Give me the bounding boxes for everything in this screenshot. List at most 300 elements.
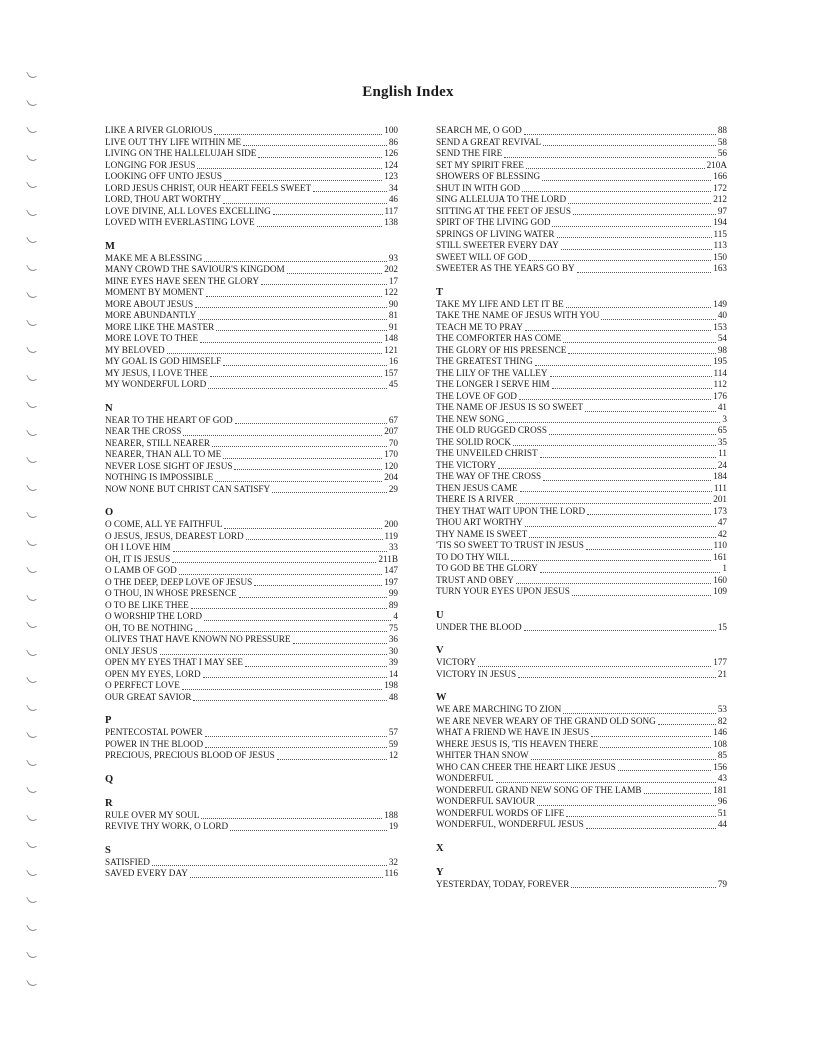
section-gap [105,495,398,507]
section-letter: T [436,286,444,298]
index-entry [436,808,727,820]
section-letter: R [105,797,113,809]
section-gap [436,831,727,843]
dot-leader [167,345,383,354]
hymn-title: SAVED EVERY DAY [105,868,188,878]
page-number: 11 [718,448,727,458]
index-section-t [436,287,727,598]
dot-leader [572,587,711,596]
hymn-title: THE UNVEILED CHRIST [436,448,538,458]
page-number: 188 [384,809,398,820]
page-number: 117 [384,205,398,216]
page-number: 204 [384,472,398,482]
dot-leader [160,646,387,655]
page-number: 100 [384,125,398,135]
index-entry [436,368,727,380]
hymn-title: OLIVES THAT HAVE KNOWN NO PRESSURE [105,634,291,644]
page-number: 211B [378,553,398,564]
hymn-title: WHITER THAN SNOW [436,750,529,760]
page-number: 34 [388,182,398,193]
binding-mark [26,509,37,520]
dot-leader [272,484,387,493]
dot-leader [518,669,716,678]
page-number: 39 [388,657,398,667]
section-letter: O [105,507,114,518]
page-number: 81 [388,310,398,320]
hymn-title: O PERFECT LOVE [105,680,180,690]
index-column-left [105,125,398,880]
index-entry [436,727,727,739]
binding-mark [26,234,37,245]
hymn-title: THEN JESUS CAME [436,482,518,493]
page-number: 59 [388,738,398,749]
page-number: 99 [388,588,398,598]
hymn-title: THE OLD RUGGED CROSS [436,425,548,435]
hymn-title: LOVE DIVINE, ALL LOVES EXCELLING [105,205,271,216]
page-number: 56 [717,148,727,158]
hymn-title: WHERE JESUS IS, 'TIS HEAVEN THERE [436,738,599,749]
hymn-title: THE LOVE OF GOD [436,390,517,401]
index-entry [436,137,727,149]
binding-mark [26,69,37,80]
page-number: 177 [713,657,727,667]
page-number: 122 [384,287,398,297]
index-entry [105,125,398,137]
dot-leader [293,635,387,644]
section-gap [436,855,727,867]
binding-mark [26,371,37,382]
hymn-title: STILL SWEETER EVERY DAY [436,240,559,250]
dot-leader [183,427,382,436]
dot-leader [552,218,711,227]
dot-leader [205,739,387,748]
index-entry [436,160,727,172]
index-entry [436,529,727,541]
page-number: 149 [713,298,727,309]
page-number: 19 [388,821,398,831]
dot-leader [206,288,383,297]
index-entry [105,542,398,554]
index-entry [105,438,398,450]
index-entry [105,577,398,589]
index-entry [105,611,398,623]
section-gap [105,229,398,241]
page-number: 153 [713,321,727,332]
dot-leader [552,380,712,389]
section-letter: P [105,715,112,726]
index-entry [105,322,398,334]
dot-leader [191,600,387,609]
binding-mark [26,564,37,575]
hymn-title: SATISFIED [105,856,150,867]
dot-leader [571,879,715,888]
page-number: 41 [717,402,727,412]
binding-mark [26,811,37,822]
index-entry [105,171,398,183]
section-gap [105,786,398,798]
dot-leader [618,762,711,771]
binding-mark [26,619,37,630]
hymn-title: NEAR THE CROSS [105,426,182,436]
dot-leader [537,797,716,806]
hymn-title: ONLY JESUS [105,645,158,656]
hymn-title: TRUST AND OBEY [436,574,514,585]
dot-leader [543,137,716,146]
dot-leader [223,195,387,204]
dot-leader [230,822,387,831]
index-entry [436,379,727,391]
dot-leader [522,183,711,192]
page-number: 44 [717,819,727,829]
hymn-title: OPEN MY EYES, LORD [105,668,201,679]
binding-mark [26,206,37,217]
dot-leader [172,554,376,563]
dot-leader [257,218,383,227]
index-section-n [105,403,398,496]
dot-leader [261,276,387,285]
hymn-title: MORE ABOUT JESUS [105,298,194,309]
dot-leader [243,137,387,146]
index-entry [436,879,727,891]
dot-leader [224,172,382,181]
page-number: 163 [713,263,727,273]
page-number: 210A [706,159,727,170]
index-entry [105,868,398,880]
binding-mark [26,151,37,162]
index-entry [436,229,727,241]
page-number: 173 [713,505,727,516]
dot-leader [586,541,712,550]
dot-leader [568,345,715,354]
index-section-x [436,843,727,855]
index-entry [436,622,727,634]
page-number: 57 [388,727,398,737]
dot-leader [197,160,382,169]
page-number: 58 [717,136,727,147]
index-entry [105,206,398,218]
page-number: 184 [713,471,727,481]
index-entry [436,785,727,797]
page-number: 148 [384,333,398,343]
dot-leader [195,299,387,308]
page-number: 202 [384,264,398,274]
page-number: 138 [384,217,398,227]
page-number: 120 [384,460,398,471]
dot-leader [239,589,387,598]
binding-mark [26,344,37,355]
dot-leader [513,437,716,446]
index-entry [436,448,727,460]
hymn-title: NEARER, THAN ALL TO ME [105,449,222,459]
index-entry [105,634,398,646]
dot-leader [152,857,387,866]
dot-leader [550,368,712,377]
dot-leader [193,692,386,701]
page-number: 111 [713,482,727,493]
page-number: 146 [713,727,727,737]
index-entry [436,194,727,206]
dot-leader [566,808,715,817]
page-number: 126 [384,148,398,158]
page-number: 47 [717,517,727,527]
page-number: 46 [388,194,398,204]
page-number: 70 [388,437,398,448]
index-section-o [105,507,398,703]
index-section-y [436,867,727,891]
index-section-p [105,715,398,762]
dot-leader [504,149,716,158]
dot-leader [601,311,715,320]
dot-leader [273,206,383,215]
hymn-title: WONDERFUL, WONDERFUL JESUS [436,819,584,829]
index-entry [436,762,727,774]
hymn-title: POWER IN THE BLOOD [105,738,204,749]
index-entry [436,657,727,669]
page-number: 65 [717,425,727,435]
index-entry [436,494,727,506]
dot-leader [224,520,382,529]
page-number: 29 [388,483,398,494]
index-entry [436,517,727,529]
hymn-title: LORD JESUS CHRIST, OUR HEART FEELS SWEET [105,182,312,193]
dot-leader [511,552,711,561]
page-number: 156 [713,761,727,772]
dot-leader [561,241,712,250]
index-entry [105,680,398,692]
page-number: 90 [388,298,398,309]
dot-leader [531,751,716,760]
page-number: 32 [388,856,398,867]
index-section-q [105,774,398,786]
page-number: 194 [713,217,727,227]
page-number: 98 [717,344,727,355]
page-number: 16 [388,356,398,366]
index-entry [105,565,398,577]
dot-leader [573,206,716,215]
page-number: 207 [384,426,398,436]
index-entry [105,276,398,288]
index-section [436,125,727,275]
hymn-title: THE VICTORY [436,459,497,470]
hymn-title: MY GOAL IS GOD HIMSELF [105,356,222,366]
section-letter: S [105,844,111,856]
index-entry [105,623,398,635]
index-entry [105,857,398,869]
hymn-title: WONDERFUL WORDS OF LIFE [436,807,565,818]
hymn-title: MANY CROWD THE SAVIOUR'S KINGDOM [105,264,285,274]
hymn-title: YESTERDAY, TODAY, FOREVER [436,878,570,889]
dot-leader [210,368,382,377]
dot-leader [600,739,711,748]
hymn-title: NOW NONE BUT CHRIST CAN SATISFY [105,483,271,494]
section-letter: N [105,402,113,414]
index-section-r [105,798,398,833]
index-entry [105,739,398,751]
hymn-title: TO DO THY WILL [436,551,510,562]
hymn-title: SHOWERS OF BLESSING [436,171,541,181]
page-number: 24 [717,459,727,470]
page-number: 40 [717,310,727,320]
hymn-title: WHO CAN CHEER THE HEART LIKE JESUS [436,761,616,772]
dot-leader [557,229,712,238]
dot-leader [258,149,382,158]
dot-leader [568,195,711,204]
page-number: 17 [388,275,398,286]
page-number: 176 [713,390,727,401]
page-number: 116 [384,868,398,878]
page-number: 1 [722,563,727,573]
hymn-title: UNDER THE BLOOD [436,621,522,632]
page-number: 160 [713,574,727,585]
page-number: 43 [717,773,727,783]
binding-mark [26,701,37,712]
hymn-title: THE COMFORTER HAS COME [436,333,562,343]
hymn-title: TURN YOUR EYES UPON JESUS [436,586,570,596]
section-letter: U [436,609,444,621]
section-letter: Q [105,773,114,785]
dot-leader [525,518,716,527]
dot-leader [234,461,382,470]
section-letter: Y [436,866,444,878]
section-gap [436,680,727,692]
hymn-title: THE GLORY OF HIS PRESENCE [436,344,567,355]
dot-leader [516,575,711,584]
page-number: 54 [717,333,727,343]
index-entry [105,554,398,566]
dot-leader [644,785,712,794]
hymn-title: LIVE OUT THY LIFE WITHIN ME [105,136,242,147]
index-entry [105,253,398,265]
hymn-title: SEARCH ME, O GOD [436,125,522,135]
page-number: 89 [388,599,398,610]
dot-leader [205,728,387,737]
hymn-title: OPEN MY EYES THAT I MAY SEE [105,657,243,667]
binding-mark [26,261,37,272]
index-entry [105,531,398,543]
dot-leader [478,658,711,667]
dot-leader [223,357,387,366]
hymn-title: SITTING AT THE FEET OF JESUS [436,205,572,216]
index-entry [105,750,398,762]
page-number: 33 [388,542,398,552]
index-entry [436,586,727,598]
index-entry [436,299,727,311]
dot-leader [195,623,387,632]
hymn-title: MORE LOVE TO THEE [105,333,199,343]
hymn-title: MY JESUS, I LOVE THEE [105,367,208,378]
dot-leader [245,658,387,667]
hymn-title: MOMENT BY MOMENT [105,287,204,297]
page-number: 96 [717,796,727,806]
index-entry [436,414,727,426]
page-number: 115 [713,228,727,239]
page-number: 51 [717,807,727,818]
page-number: 108 [713,738,727,749]
dot-leader [563,334,716,343]
index-entry [436,506,727,518]
binding-mark [26,674,37,685]
page-number: 86 [388,136,398,147]
index-entry [436,252,727,264]
dot-leader [524,622,716,631]
dot-leader [577,264,712,273]
index-entry [436,263,727,275]
index-entry [436,563,727,575]
hymn-title: O LAMB OF GOD [105,565,177,575]
index-entry [105,356,398,368]
hymn-title: THE GREATEST THING [436,356,533,366]
hymn-title: SEND THE FIRE [436,148,503,158]
binding-mark [26,866,37,877]
index-entry [105,484,398,496]
hymn-title: O TO BE LIKE THEE [105,599,189,610]
index-entry [105,646,398,658]
index-entry [105,472,398,484]
index-entry [436,240,727,252]
dot-leader [540,449,717,458]
index-entry [436,402,727,414]
index-entry [436,669,727,681]
page-number: 4 [393,611,398,621]
binding-mark [26,316,37,327]
index-entry [436,483,727,495]
index-entry [105,379,398,391]
index-section-s [105,845,398,880]
hymn-title: SWEETER AS THE YEARS GO BY [436,263,575,273]
page-number: 35 [717,436,727,447]
dot-leader [526,160,705,169]
index-entry [436,171,727,183]
page-number: 212 [713,194,727,204]
binding-mark [26,784,37,795]
binding-mark [26,399,37,410]
page-number: 157 [384,367,398,378]
hymn-title: SHUT IN WITH GOD [436,182,521,193]
dot-leader [198,311,387,320]
dot-leader [173,543,387,552]
hymn-title: SWEET WILL OF GOD [436,251,528,262]
dot-leader [246,531,383,540]
binding-mark [26,591,37,602]
index-entry [436,356,727,368]
dot-leader [525,322,711,331]
hymn-title: TO GOD BE THE GLORY [436,563,538,573]
index-entry [436,716,727,728]
page-number: 181 [713,784,727,795]
hymn-title: OUR GREAT SAVIOR [105,691,192,702]
page-number: 88 [717,125,727,135]
binding-mark [26,481,37,492]
binding-mark [26,124,37,135]
hymn-title: WONDERFUL SAVIOUR [436,796,536,806]
page-number: 75 [388,622,398,633]
index-entry [105,160,398,172]
dot-leader [563,705,716,714]
index-entry [436,552,727,564]
dot-leader [223,450,382,459]
index-entry [105,137,398,149]
dot-leader [212,438,387,447]
hymn-title: LOVED WITH EVERLASTING LOVE [105,217,255,227]
dot-leader [313,183,387,192]
dot-leader [182,681,382,690]
index-entry [436,322,727,334]
hymn-title: LIVING ON THE HALLELUJAH SIDE [105,148,257,158]
dot-leader [549,426,716,435]
hymn-title: O COME, ALL YE FAITHFUL [105,519,223,529]
hymn-title: O WORSHIP THE LORD [105,611,203,621]
dot-leader [201,810,382,819]
